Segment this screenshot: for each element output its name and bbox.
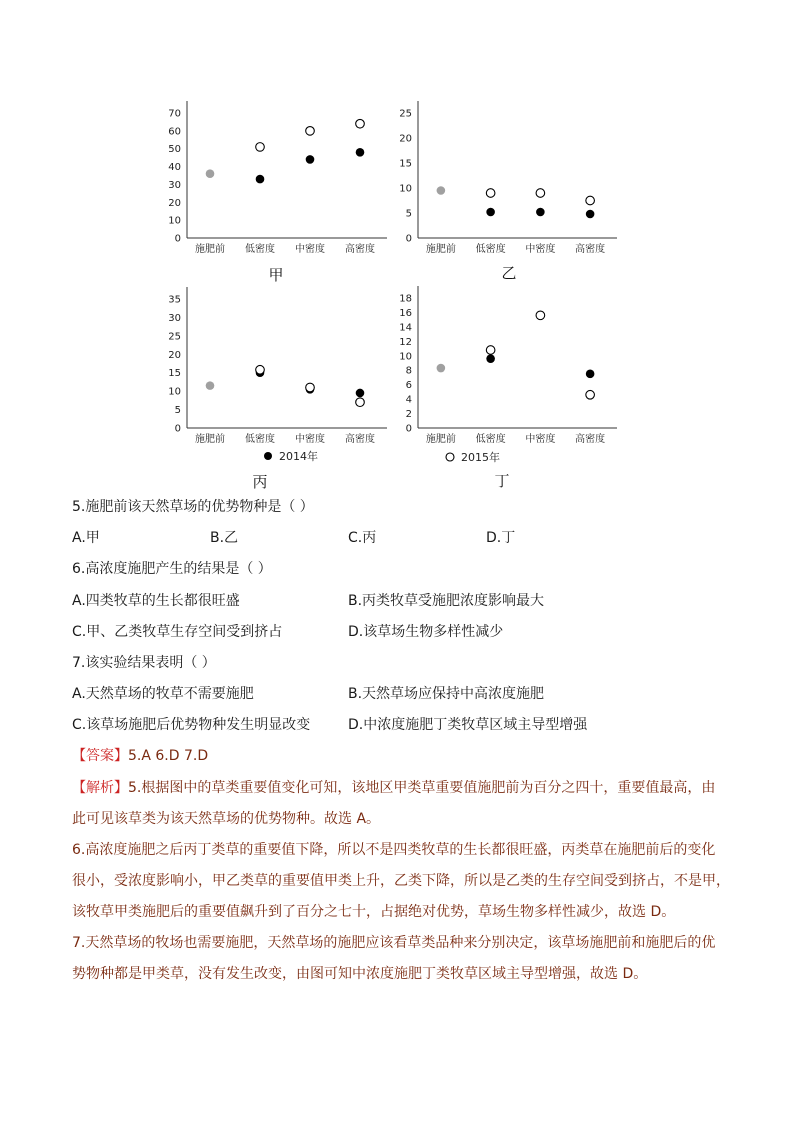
chart-jia-point-filled	[356, 148, 365, 157]
chart-jia-point-before	[206, 169, 215, 178]
analysis-label: 【解析】	[72, 780, 128, 796]
chart-yi-x-tick-label: 施肥前	[425, 244, 456, 255]
chart-ding-y-tick-label: 14	[399, 322, 412, 334]
chart-yi-y-tick-label: 20	[399, 133, 412, 145]
chart-bing-y-tick-label: 20	[168, 349, 181, 361]
chart-bing-title: 丙	[252, 473, 268, 491]
chart-jia-x-tick-label: 施肥前	[195, 244, 225, 255]
chart-yi-point-before	[437, 186, 446, 195]
chart-bing-x-tick-label: 施肥前	[195, 434, 225, 445]
chart-yi-x-tick-label: 低密度	[475, 244, 506, 255]
chart-yi-x-tick-label: 高密度	[575, 244, 606, 255]
chart-yi-y-tick-label: 25	[399, 108, 412, 120]
chart-jia-y-tick-label: 10	[168, 215, 181, 227]
q6-stem: 6.高浓度施肥产生的结果是（ ）	[72, 561, 272, 577]
legend-filled-label: 2014年	[279, 450, 318, 463]
chart-bing-point-before	[206, 381, 215, 390]
chart-jia-point-hollow	[306, 127, 315, 136]
chart-yi-y-tick-label: 10	[399, 183, 412, 195]
chart-ding-point-hollow	[536, 311, 545, 320]
q6-option-d: D.该草场生物多样性减少	[348, 624, 504, 640]
analysis-q7-line2: 势物种都是甲类草，没有发生改变，由图可知中浓度施肥丁类牧草区域主导型增强，故选 D。	[72, 966, 648, 982]
chart-ding-x-tick-label: 低密度	[475, 434, 506, 445]
q5-stem: 5.施肥前该天然草场的优势物种是（ ）	[72, 499, 314, 515]
chart-jia-point-filled	[256, 175, 265, 184]
chart-yi-point-filled	[586, 210, 595, 219]
chart-ding-point-filled	[486, 354, 495, 363]
charts-figure	[0, 0, 794, 500]
chart-jia-y-tick-label: 60	[168, 126, 181, 138]
answer-text: 5.A 6.D 7.D	[128, 748, 209, 764]
chart-bing-y-tick-label: 10	[168, 386, 181, 398]
chart-bing-point-hollow	[306, 383, 315, 392]
chart-bing-y-tick-label: 30	[168, 312, 181, 324]
chart-jia-y-tick-label: 70	[168, 108, 181, 120]
q6-option-a: A.四类牧草的生长都很旺盛	[72, 593, 240, 609]
chart-ding-y-tick-label: 18	[399, 293, 412, 305]
chart-yi-title: 乙	[501, 264, 517, 282]
q5-option-c: C.丙	[348, 530, 377, 546]
chart-jia-x-tick-label: 低密度	[245, 244, 275, 255]
chart-ding-y-tick-label: 16	[399, 307, 412, 319]
analysis-q7-line1: 7.天然草场的牧场也需要施肥，天然草场的施肥应该看草类品种来分别决定，该草场施肥前和施肥后的优	[72, 935, 716, 951]
chart-jia-y-tick-label: 20	[168, 197, 181, 209]
q5-option-b: B.乙	[210, 530, 239, 546]
chart-bing-y-tick-label: 0	[174, 423, 181, 435]
q7-option-a: A.天然草场的牧草不需要施肥	[72, 686, 254, 702]
chart-bing-y-tick-label: 5	[174, 405, 181, 417]
chart-bing-y-tick-label: 15	[168, 368, 181, 380]
chart-yi-point-hollow	[536, 189, 545, 198]
q5-option-d: D.丁	[486, 530, 516, 546]
chart-jia-x-tick-label: 中密度	[295, 244, 325, 255]
chart-ding-title: 丁	[494, 472, 510, 490]
chart-yi-x-tick-label: 中密度	[525, 244, 556, 255]
chart-bing-point-hollow	[256, 365, 265, 374]
chart-jia-x-tick-label: 高密度	[345, 244, 375, 255]
chart-jia-point-hollow	[356, 119, 365, 128]
chart-ding-point-filled	[586, 370, 595, 379]
chart-ding-x-tick-label: 高密度	[575, 434, 606, 445]
q6-option-b: B.丙类牧草受施肥浓度影响最大	[348, 593, 545, 609]
analysis-q5-text1: 5.根据图中的草类重要值变化可知，该地区甲类草重要值施肥前为百分之四十，重要值最高，由	[128, 780, 716, 796]
analysis-q6-line1: 6.高浓度施肥之后丙丁类草的重要值下降，所以不是四类牧草的生长都很旺盛，丙类草在施肥前后的变化	[72, 842, 716, 858]
analysis-section	[72, 773, 732, 990]
chart-bing-point-hollow	[356, 398, 365, 407]
q7-option-c: C.该草场施肥后优势物种发生明显改变	[72, 717, 311, 733]
chart-yi-point-filled	[486, 208, 495, 217]
chart-yi-point-filled	[536, 208, 545, 217]
q7-option-d: D.中浓度施肥丁类牧草区域主导型增强	[348, 717, 588, 733]
q6-option-c: C.甲、乙类牧草生存空间受到挤占	[72, 624, 283, 640]
q7-option-b: B.天然草场应保持中高浓度施肥	[348, 686, 545, 702]
chart-yi-point-hollow	[586, 196, 595, 205]
chart-jia-point-hollow	[256, 143, 265, 152]
analysis-q5-line2: 此可见该草类为该天然草场的优势物种。故选 A。	[72, 811, 381, 827]
chart-bing-x-tick-label: 高密度	[345, 434, 375, 445]
legend-hollow-marker	[446, 453, 454, 461]
charts-area	[0, 0, 794, 500]
chart-bing-y-tick-label: 25	[168, 331, 181, 343]
chart-ding-y-tick-label: 4	[405, 394, 412, 406]
chart-yi-y-tick-label: 5	[405, 208, 412, 220]
chart-ding-x-tick-label: 施肥前	[425, 434, 456, 445]
chart-ding-point-hollow	[586, 390, 595, 399]
chart-jia-point-filled	[306, 155, 315, 164]
legend-filled-marker	[264, 452, 272, 460]
chart-ding-y-tick-label: 12	[399, 336, 412, 348]
legend-hollow-label: 2015年	[461, 451, 500, 464]
chart-ding-point-before	[437, 364, 446, 373]
answer-label: 【答案】	[72, 748, 128, 764]
chart-ding-y-tick-label: 8	[405, 365, 412, 377]
answer-line	[72, 741, 732, 772]
chart-ding-y-tick-label: 6	[405, 380, 412, 392]
chart-bing-x-tick-label: 低密度	[245, 434, 275, 445]
analysis-q6-line2: 很小，受浓度影响小，甲乙类草的重要值甲类上升，乙类下降，所以是乙类的生存空间受到挤占，不是甲，	[72, 873, 730, 889]
chart-bing-y-tick-label: 35	[168, 294, 181, 306]
chart-jia-title: 甲	[268, 266, 284, 284]
chart-yi-y-tick-label: 0	[405, 233, 412, 245]
analysis-q5-line1	[72, 773, 732, 804]
chart-jia-y-tick-label: 40	[168, 162, 181, 174]
chart-ding-y-tick-label: 0	[405, 423, 412, 435]
chart-yi-y-tick-label: 15	[399, 158, 412, 170]
chart-ding-point-hollow	[486, 346, 495, 355]
chart-bing-point-filled	[356, 389, 365, 398]
q7-stem: 7.该实验结果表明（ ）	[72, 655, 216, 671]
chart-ding-y-tick-label: 2	[405, 409, 412, 421]
chart-jia-y-tick-label: 50	[168, 144, 181, 156]
chart-jia-y-tick-label: 0	[174, 233, 181, 245]
chart-ding-y-tick-label: 10	[399, 351, 412, 363]
chart-bing-x-tick-label: 中密度	[295, 434, 325, 445]
chart-jia-y-tick-label: 30	[168, 179, 181, 191]
q5-option-a: A.甲	[72, 530, 100, 546]
chart-ding-x-tick-label: 中密度	[525, 434, 556, 445]
chart-yi-point-hollow	[486, 189, 495, 198]
analysis-q6-line3: 该牧草甲类施肥后的重要值飙升到了百分之七十，占据绝对优势，草场生物多样性减少，故选 D。	[72, 904, 676, 920]
